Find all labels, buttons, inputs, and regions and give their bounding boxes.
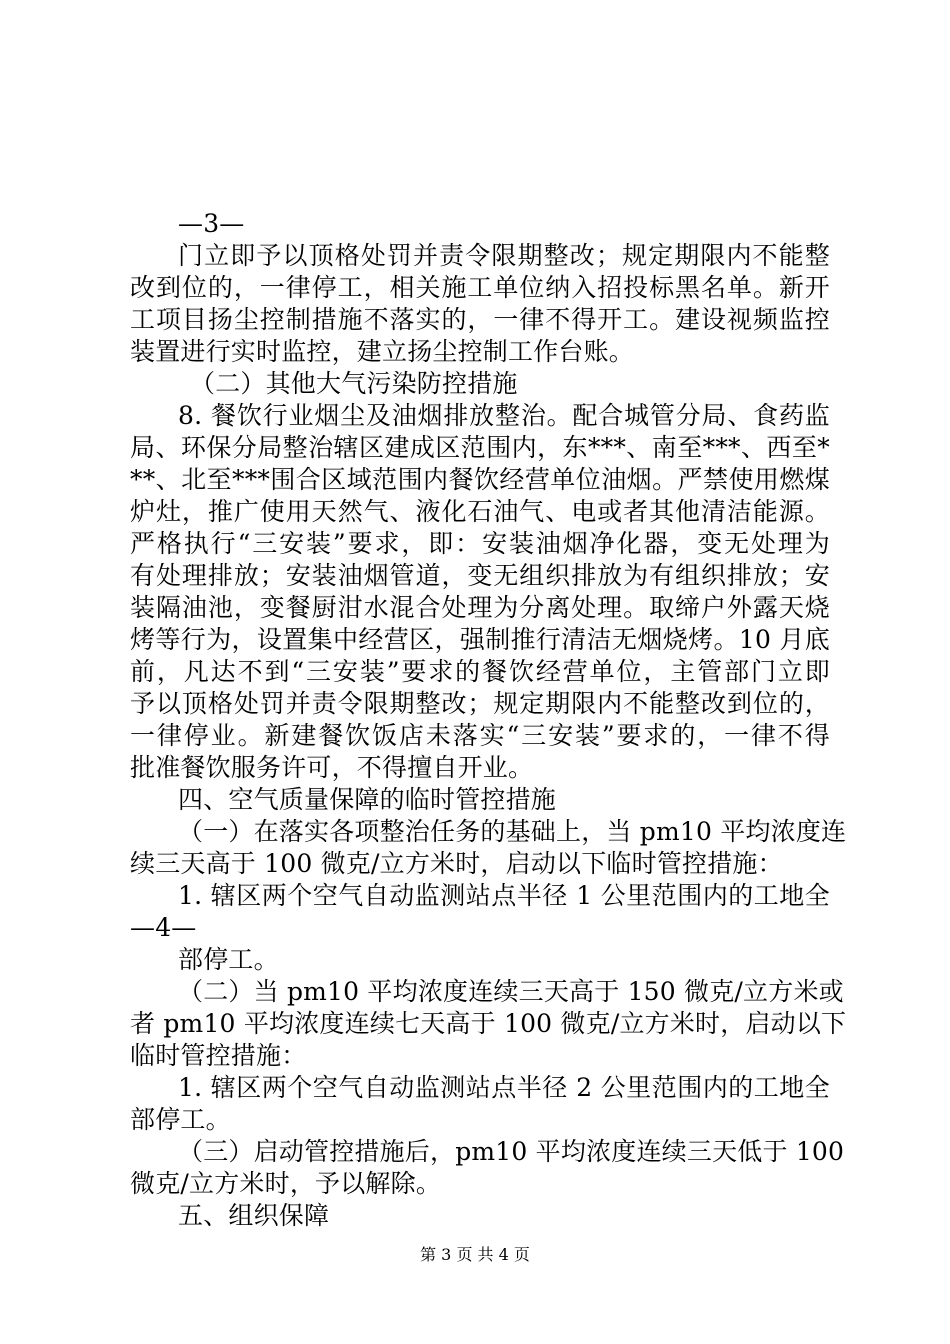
text-line: 部停工。 [130,1105,231,1134]
page-marker-4: —4— [130,913,197,942]
text-line: （三）启动管控措施后，pm10 平均浓度连续三天低于 100 [178,1137,845,1166]
text-line: 装隔油池，变餐厨泔水混合处理为分离处理。取缔户外露天烧 [130,593,830,622]
text-line: 局、环保分局整治辖区建成区范围内，东***、南至***、西至* [130,433,830,462]
text-line: 予以顶格处罚并责令限期整改；规定期限内不能整改到位的， [130,689,830,718]
text-line: **、北至***围合区域范围内餐饮经营单位油烟。严禁使用燃煤 [130,465,830,494]
text-line: 前，凡达不到“三安装”要求的餐饮经营单位，主管部门立即 [130,657,830,686]
text-line: 续三天高于 100 微克/立方米时，启动以下临时管控措施： [130,849,783,878]
section-heading: （二）其他大气污染防控措施 [190,369,518,398]
text-line: 有处理排放；安装油烟管道，变无组织排放为有组织排放；安 [130,561,830,590]
text-line: 微克/立方米时，予以解除。 [130,1169,442,1198]
page-marker-3: —3— [178,209,245,238]
section-heading: 五、组织保障 [178,1201,330,1230]
text-line: 烤等行为，设置集中经营区，强制推行清洁无烟烧烤。10 月底 [130,625,830,654]
section-heading: 四、空气质量保障的临时管控措施 [178,785,557,814]
text-line: 改到位的，一律停工，相关施工单位纳入招投标黑名单。新开 [130,273,830,302]
text-line: 门立即予以顶格处罚并责令限期整改；规定期限内不能整 [178,241,830,270]
text-line: 1. 辖区两个空气自动监测站点半径 1 公里范围内的工地全 [178,881,830,910]
text-line: （一）在落实各项整治任务的基础上，当 pm10 平均浓度连 [178,817,847,846]
text-line: 装置进行实时监控，建立扬尘控制工作台账。 [130,337,635,366]
page-footer: 第 3 页 共 4 页 [420,1245,530,1264]
text-line: 1. 辖区两个空气自动监测站点半径 2 公里范围内的工地全 [178,1073,830,1102]
text-line: 批准餐饮服务许可，不得擅自开业。 [130,753,534,782]
text-line: 临时管控措施： [130,1041,307,1070]
text-line: 者 pm10 平均浓度连续七天高于 100 微克/立方米时，启动以下 [130,1009,847,1038]
text-line: 严格执行“三安装”要求，即：安装油烟净化器，变无处理为 [130,529,830,558]
text-line: 一律停业。新建餐饮饭店未落实“三安装”要求的，一律不得 [130,721,830,750]
text-line: 部停工。 [178,945,279,974]
text-line: 炉灶，推广使用天然气、液化石油气、电或者其他清洁能源。 [130,497,830,526]
text-line: （二）当 pm10 平均浓度连续三天高于 150 微克/立方米或 [178,977,844,1006]
text-line: 工项目扬尘控制措施不落实的，一律不得开工。建设视频监控 [130,305,830,334]
text-line: 8. 餐饮行业烟尘及油烟排放整治。配合城管分局、食药监 [178,401,830,430]
